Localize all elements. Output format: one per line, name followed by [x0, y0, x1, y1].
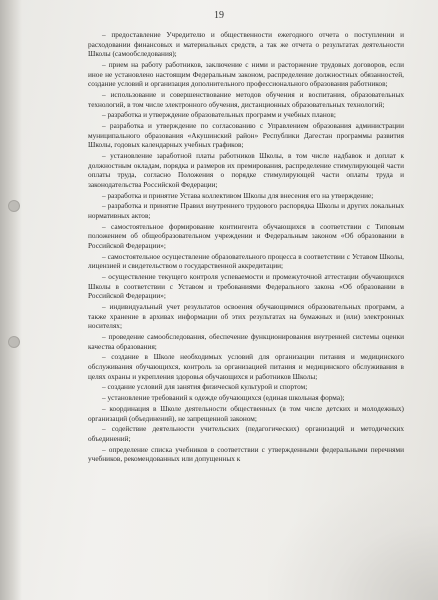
- punch-hole-upper: [8, 200, 20, 212]
- page-number: 19: [214, 10, 224, 21]
- list-item: – осуществление текущего контроля успеваемости и промежуточной аттестации обучающихся Школы в соответствии с Уставом и требованиями Федерального закона «Об образовании в Российской Федерации»;: [88, 272, 404, 301]
- list-item: – установление заработной платы работников Школы, в том числе надбавок и доплат к должностным окладам, порядка и размеров их премирования, распределение стимулирующей части оплаты труда, согласно Положения о порядке стимулирующей части оплаты труда и законодательства Российской Федерации;: [88, 151, 404, 189]
- list-item: – координация в Школе деятельности общественных (в том числе детских и молодежных) организаций (объединений), не запрещенной законом;: [88, 403, 404, 423]
- list-item: – содействие деятельности учительских (педагогических) организаций и методических объединений;: [88, 424, 404, 443]
- page-binding-edge: [0, 0, 22, 600]
- list-item: – проведение самообследования, обеспечение функционирования внутренней системы оценки качества образования;: [88, 332, 404, 351]
- list-item: – использование и совершенствование методов обучения и воспитания, образовательных технологий, в том числе электронного обучения, дистанционных образовательных технологий;: [88, 89, 404, 109]
- list-item: – разработка и утверждение по согласованию с Управлением образования администрации муниципального образования «Акушинский район» Республики Дагестан программы развития Школы, годовых календарных учебных графиков;: [88, 121, 404, 150]
- document-body: [88, 30, 404, 465]
- list-item: – определение списка учебников в соответствии с утвержденными федеральными перечнями учебников, рекомендованных или допущенных к: [88, 444, 404, 464]
- list-item: – прием на работу работников, заключение с ними и расторжение трудовых договоров, если иное не установлено настоящим Федеральным законом, распределение должностных обязанностей, создание условий и организация дополнительного профессионального образования работников;: [88, 59, 404, 89]
- list-item: – самостоятельное осуществление образовательного процесса в соответствии с Уставом Школы, лицензией и свидетельством о государственной аккредитации;: [88, 251, 404, 271]
- list-item: – разработка и принятие Устава коллективом Школы для внесения его на утверждение;: [102, 190, 374, 200]
- punch-hole-lower: [8, 336, 20, 348]
- list-item: – индивидуальный учет результатов освоения обучающимися образовательных программ, а также хранение в архивах информации об этих результатах на бумажных и (или) электронных носителях;: [88, 302, 404, 331]
- list-item: – разработка и утверждение образовательных программ и учебных планов;: [102, 110, 336, 120]
- list-item: – установление требований к одежде обучающихся (единая школьная форма);: [102, 393, 345, 403]
- list-item: – разработка и принятие Правил внутреннего трудового распорядка Школы и других локальных нормативных актов;: [88, 201, 404, 220]
- list-item: – самостоятельное формирование контингента обучающихся в соответствии с Типовым положением об общеобразовательном учреждении и Федеральным законом «Об образовании в Российской Федерации»;: [88, 221, 404, 250]
- list-item: – создание в Школе необходимых условий для организации питания и медицинского обслуживания обучающихся, контроль за организацией питания и медицинского обслуживания в целях охраны и укрепления здоровья обучающихся и работников Школы;: [88, 352, 404, 381]
- list-item: – предоставление Учредителю и общественности ежегодного отчета о поступлении и расходовании финансовых и материальных средств, а так же отчета о результатах деятельности Школы (самообследования);: [88, 30, 404, 59]
- scan-shadow: [268, 480, 438, 600]
- list-item: – создание условий для занятия физической культурой и спортом;: [102, 382, 308, 392]
